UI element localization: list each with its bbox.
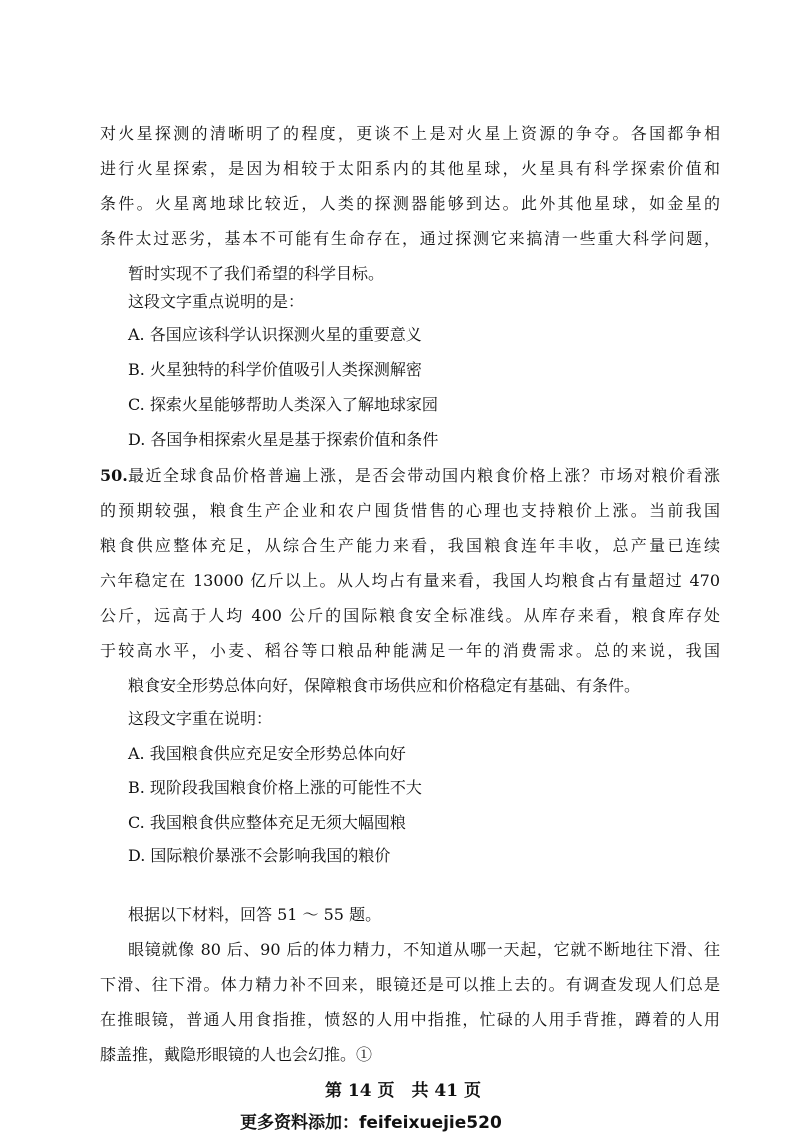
q50-line: 粮食供应整体充足，从综合生产能力来看，我国粮食连年丰收，总产量已连续	[100, 536, 720, 555]
q49-line: 暂时实现不了我们希望的科学目标。	[128, 264, 385, 283]
material-p1-line: 下滑、往下滑。体力精力补不回来，眼镜还是可以推上去的。有调查发现人们总是	[100, 975, 720, 994]
q49-question: 这段文字重点说明的是：	[128, 292, 305, 311]
q50-line: 最近全球食品价格普遍上涨，是否会带动国内粮食价格上涨？市场对粮价看涨	[128, 466, 720, 485]
q49-option-d[interactable]: D. 各国争相探索火星是基于探索价值和条件	[128, 430, 439, 449]
q50-option-d[interactable]: D. 国际粮价暴涨不会影响我国的粮价	[128, 846, 391, 865]
q49-line: 进行火星探索，是因为相较于太阳系内的其他星球，火星具有科学探索价值和	[100, 159, 720, 178]
page-number: 第 14 页 共 41 页	[325, 1081, 481, 1101]
material-p1-line: 在推眼镜，普通人用食指推，愤怒的人用中指推，忙碌的人用手背推，蹲着的人用	[100, 1010, 720, 1029]
q50-number: 50.	[100, 466, 128, 485]
footer-note: 更多资料添加：feifeixuejie520	[240, 1113, 502, 1133]
q49-option-b[interactable]: B. 火星独特的科学价值吸引人类探测解密	[128, 360, 422, 379]
q49-option-c[interactable]: C. 探索火星能够帮助人类深入了解地球家园	[128, 395, 438, 414]
q50-line: 粮食安全形势总体向好，保障粮食市场供应和价格稳定有基础、有条件。	[128, 676, 641, 695]
material-intro: 根据以下材料，回答 51 ～ 55 题。	[128, 905, 382, 924]
material-p1-line: 膝盖推，戴隐形眼镜的人也会幻推。①	[100, 1045, 373, 1064]
q50-line: 于较高水平，小麦、稻谷等口粮品种能满足一年的消费需求。总的来说，我国	[100, 641, 720, 660]
q50-question: 这段文字重在说明：	[128, 709, 273, 728]
q50-option-a[interactable]: A. 我国粮食供应充足安全形势总体向好	[128, 744, 406, 763]
q50-option-c[interactable]: C. 我国粮食供应整体充足无须大幅囤粮	[128, 813, 406, 832]
q49-line: 条件。火星离地球比较近，人类的探测器能够到达。此外其他星球，如金星的	[100, 194, 720, 213]
q50-line: 六年稳定在 13000 亿斤以上。从人均占有量来看，我国人均粮食占有量超过 470	[100, 571, 720, 590]
q50-line: 的预期较强，粮食生产企业和农户囤货惜售的心理也支持粮价上涨。当前我国	[100, 501, 720, 520]
q49-line: 对火星探测的清晰明了的程度，更谈不上是对火星上资源的争夺。各国都争相	[100, 124, 720, 143]
q50-line: 公斤，远高于人均 400 公斤的国际粮食安全标准线。从库存来看，粮食库存处	[100, 606, 720, 625]
material-p1-line: 眼镜就像 80 后、90 后的体力精力，不知道从哪一天起，它就不断地往下滑、往	[128, 940, 720, 959]
q49-line: 条件太过恶劣，基本不可能有生命存在，通过探测它来搞清一些重大科学问题，	[100, 229, 720, 248]
q50-option-b[interactable]: B. 现阶段我国粮食价格上涨的可能性不大	[128, 778, 422, 797]
q49-option-a[interactable]: A. 各国应该科学认识探测火星的重要意义	[128, 325, 422, 344]
